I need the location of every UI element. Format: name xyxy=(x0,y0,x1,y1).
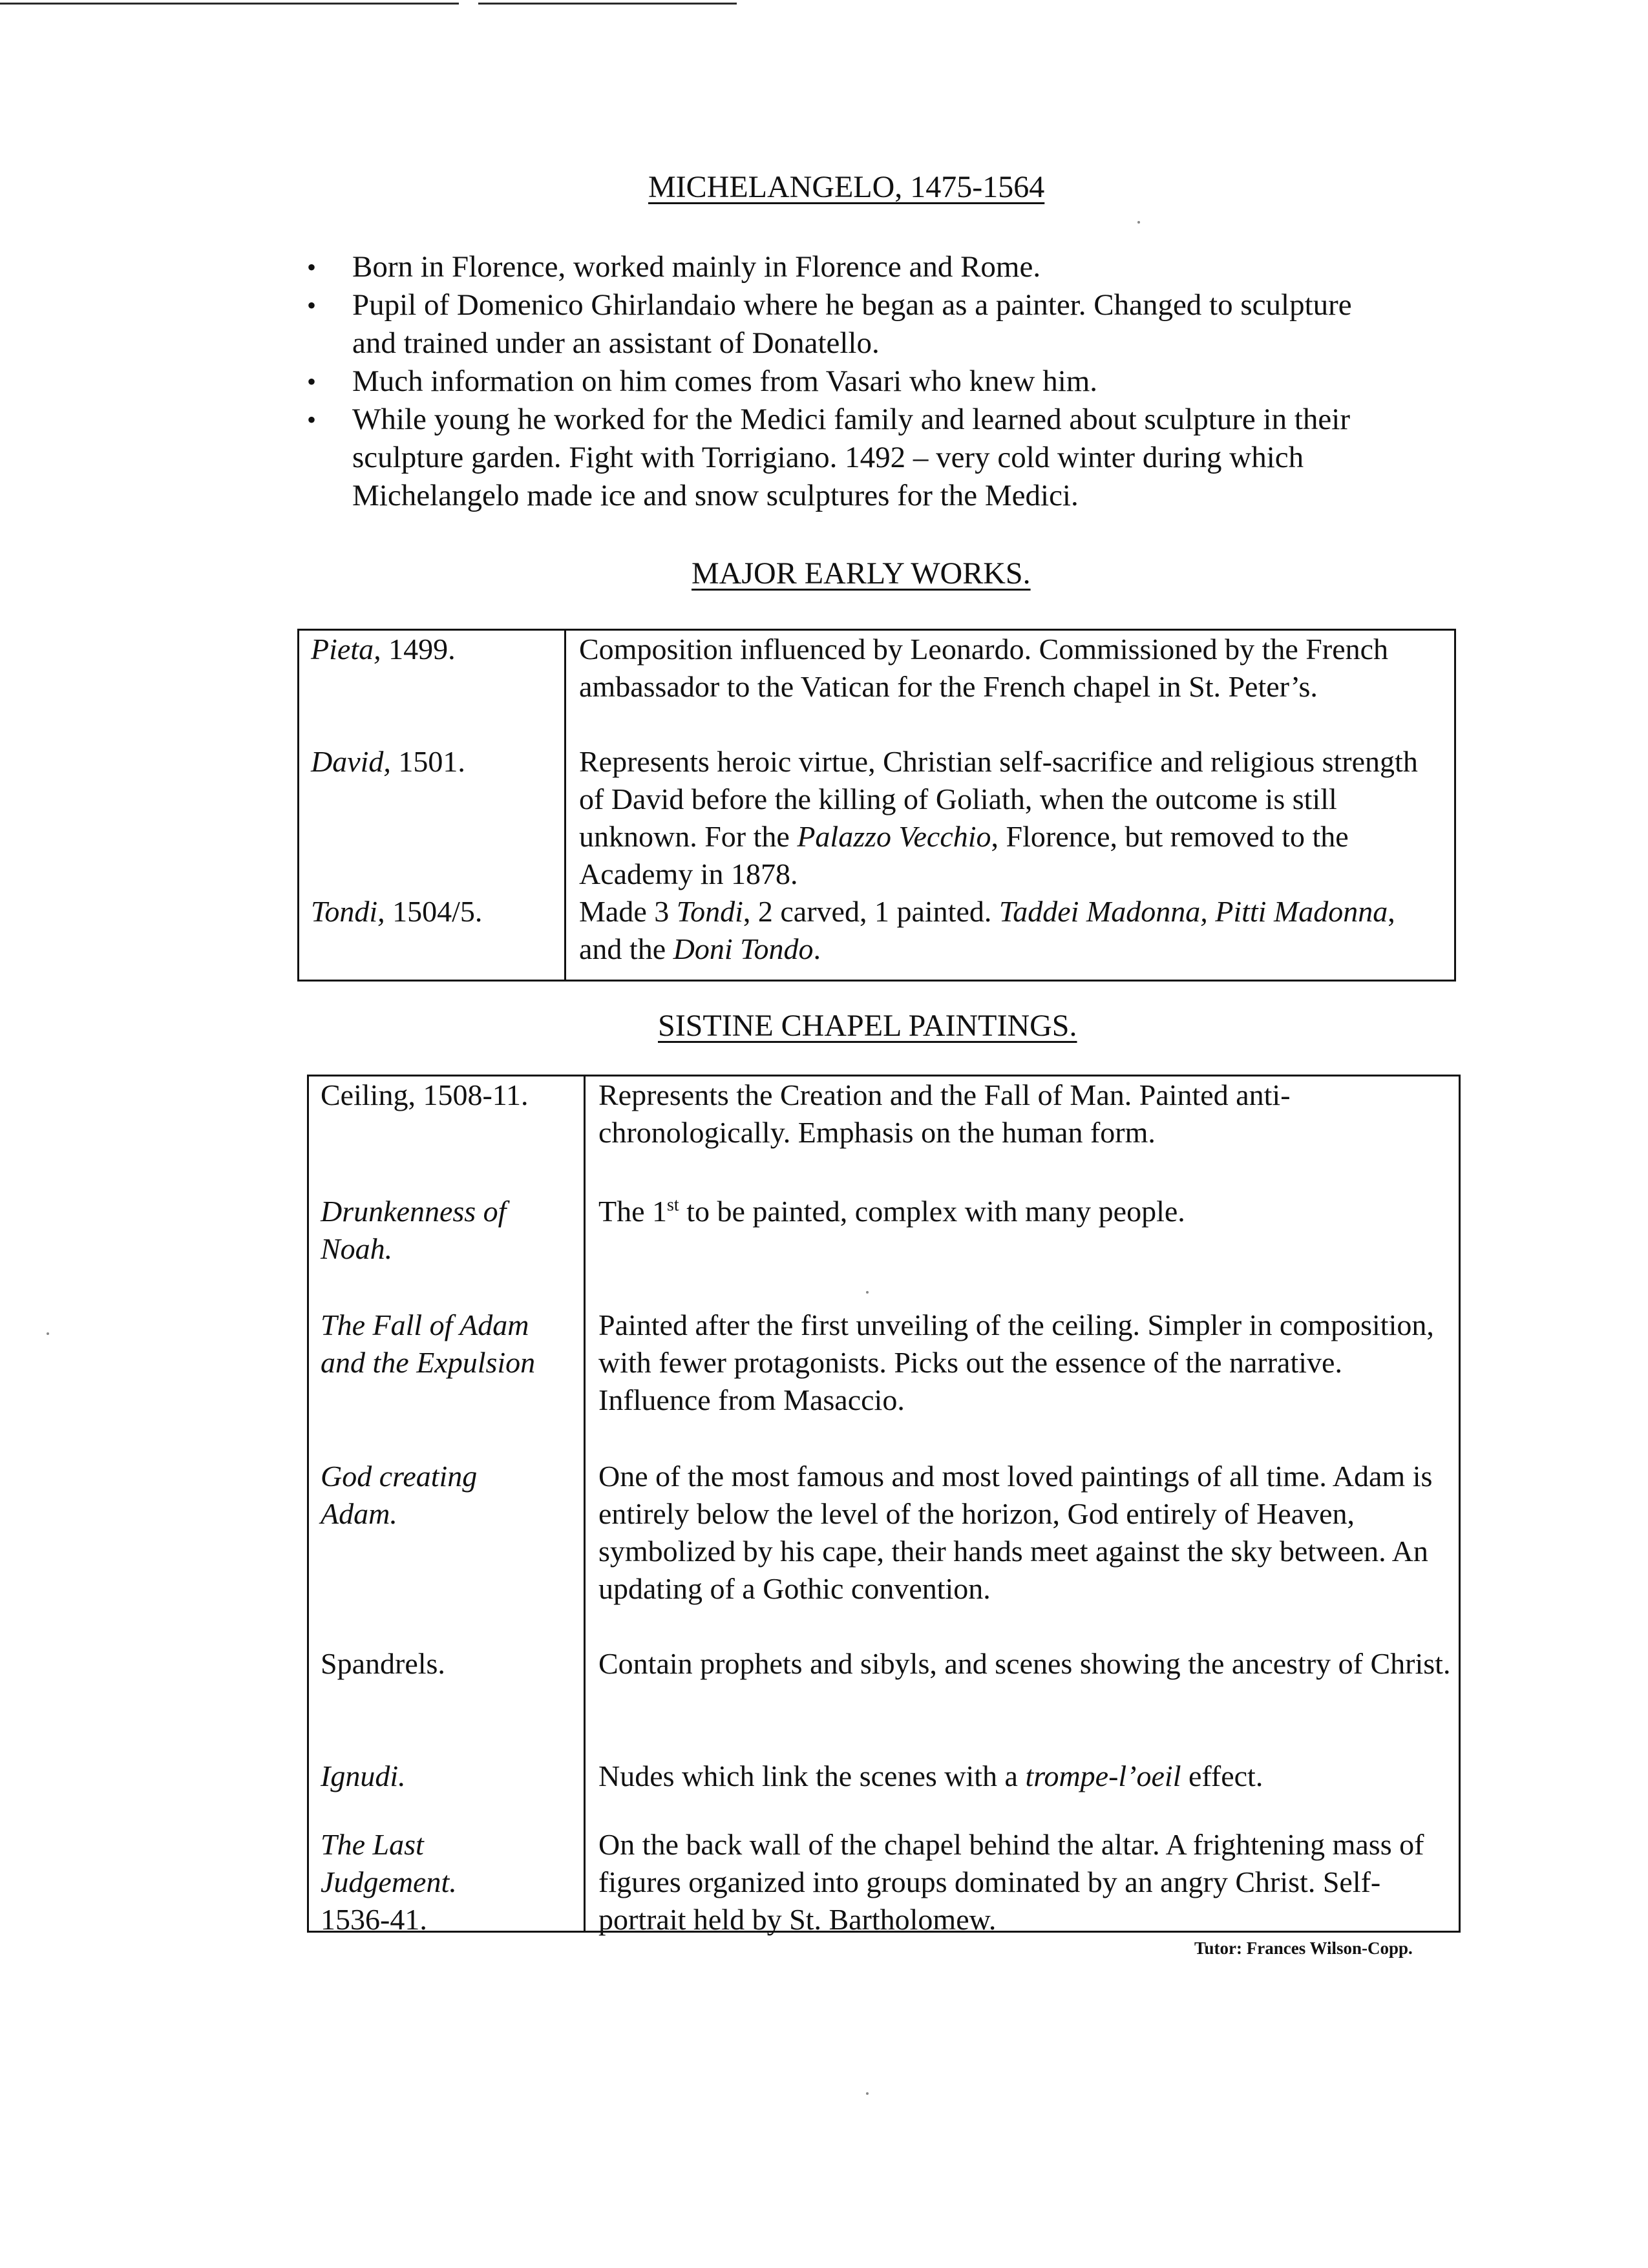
work-description: Contain prophets and sibyls, and scenes showing the ancestry of Christ. xyxy=(598,1647,1451,1680)
work-year: 1504/5. xyxy=(385,895,483,928)
desc-text: . xyxy=(813,932,821,965)
scan-speck xyxy=(866,2092,869,2095)
scan-artifact-line xyxy=(478,3,737,5)
work-label: Ignudi. xyxy=(321,1759,406,1792)
section-heading-sistine: SISTINE CHAPEL PAINTINGS. xyxy=(658,1009,1077,1043)
work-description xyxy=(566,893,1458,968)
desc-text: , 2 carved, 1 painted. xyxy=(743,895,999,928)
scan-speck xyxy=(47,1332,49,1335)
bullet-list xyxy=(307,248,1509,515)
desc-italic: Palazzo Vecchio xyxy=(797,820,991,853)
desc-text: The 1 xyxy=(598,1195,668,1228)
tutor-credit: Tutor: Frances Wilson-Copp. xyxy=(1194,1938,1413,1958)
work-year: 1536-41. xyxy=(321,1903,427,1936)
work-description: Represents the Creation and the Fall of Man. Painted anti-chronologically. Emphasis on the human form. xyxy=(598,1078,1291,1149)
desc-text: , Florence, but removed to the Academy in 1878. xyxy=(579,820,1349,890)
label-column xyxy=(299,630,565,981)
work-label: Drunkenness of Noah. xyxy=(321,1195,507,1265)
work-description xyxy=(566,743,1458,893)
work-description xyxy=(586,1758,1471,1795)
bullet-text: Born in Florence, worked mainly in Florence and Rome. xyxy=(352,250,1041,284)
work-label xyxy=(299,893,482,930)
list-item xyxy=(307,362,1509,401)
work-label: Spandrels. xyxy=(321,1647,445,1680)
bullet-icon: • xyxy=(307,291,317,320)
work-description: Painted after the first unveiling of the ceiling. Simpler in composition, with fewer protagonists. Picks out the essence of the narrative. Influence from Masaccio. xyxy=(598,1308,1434,1416)
work-title: Tondi, xyxy=(311,895,385,928)
page-title: MICHELANGELO, 1475-1564 xyxy=(648,170,1045,204)
work-title: David, xyxy=(311,745,391,778)
sistine-table xyxy=(307,1075,1461,1936)
work-label: Ceiling, 1508-11. xyxy=(321,1078,529,1111)
list-item xyxy=(307,248,1509,286)
work-label: The Fall of Adam and the Expulsion xyxy=(321,1308,536,1379)
work-year: 1501. xyxy=(390,745,465,778)
work-description: Composition influenced by Leonardo. Commissioned by the French ambassador to the Vatican for the French chapel in St. Peter’s. xyxy=(579,633,1389,703)
work-title: Pieta, xyxy=(311,633,381,666)
desc-text: to be painted, complex with many people. xyxy=(679,1195,1185,1228)
list-item xyxy=(307,401,1464,515)
desc-italic: Doni Tondo xyxy=(673,932,814,965)
work-description: One of the most famous and most loved paintings of all time. Adam is entirely below the level of the horizon, God entirely of Heaven, symbolized by his cape, their hands meet against the sky between. An updating of a Gothic convention. xyxy=(598,1460,1433,1605)
desc-text: , and the xyxy=(579,895,1395,965)
desc-text: Made 3 xyxy=(579,895,677,928)
work-label xyxy=(299,631,456,668)
scan-speck xyxy=(1137,221,1140,224)
work-year: 1499. xyxy=(381,633,456,666)
bullet-icon: • xyxy=(307,405,317,434)
desc-text: effect. xyxy=(1181,1759,1263,1792)
work-label: God creating Adam. xyxy=(321,1460,478,1530)
work-label xyxy=(309,1826,514,1938)
early-works-table xyxy=(297,629,1456,982)
desc-italic: trompe-l’oeil xyxy=(1025,1759,1181,1792)
desc-italic: Tondi xyxy=(676,895,743,928)
scan-speck xyxy=(866,1291,869,1294)
desc-italic: Taddei Madonna, Pitti Madonna xyxy=(998,895,1388,928)
work-description xyxy=(586,1193,1452,1230)
work-title: The Last Judgement. xyxy=(321,1828,457,1898)
work-description: On the back wall of the chapel behind the altar. A frightening mass of figures organized into groups dominated by an angry Christ. Self-portrait held by St. Bartholomew. xyxy=(598,1828,1424,1936)
desc-text: Represents heroic virtue, Christian self-sacrifice and religious strength of David before the killing of Goliath, when the outcome is still unknown. For the xyxy=(579,745,1418,853)
description-column xyxy=(565,630,1455,981)
scan-artifact-line xyxy=(0,3,459,5)
bullet-icon: • xyxy=(307,367,317,396)
label-column xyxy=(308,1076,585,1936)
bullet-text: While young he worked for the Medici family and learned about sculpture in their sculpture garden. Fight with Torrigiano. 1492 – very cold winter during which Michelangelo made ice and snow sculptures for the Medici. xyxy=(352,403,1350,512)
desc-superscript: st xyxy=(667,1195,679,1215)
bullet-text: Pupil of Domenico Ghirlandaio where he began as a painter. Changed to sculpture and trained under an assistant of Donatello. xyxy=(352,288,1352,360)
work-label xyxy=(299,743,465,781)
desc-text: Nudes which link the scenes with a xyxy=(598,1759,1026,1792)
list-item xyxy=(307,286,1360,362)
description-column xyxy=(585,1076,1460,1936)
bullet-icon: • xyxy=(307,253,317,282)
bullet-text: Much information on him comes from Vasari who knew him. xyxy=(352,364,1098,398)
section-heading-early-works: MAJOR EARLY WORKS. xyxy=(692,556,1031,591)
